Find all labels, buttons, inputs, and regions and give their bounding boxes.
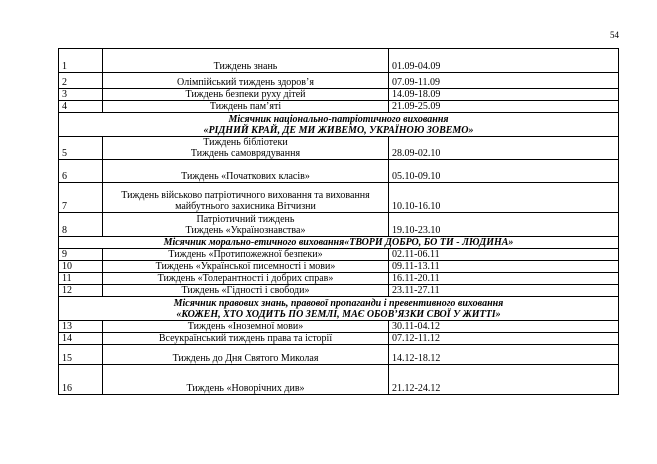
row-number: 5 <box>59 137 103 160</box>
table-row <box>59 137 619 160</box>
table-row <box>59 101 619 113</box>
row-number: 6 <box>59 160 103 183</box>
section-title <box>59 297 619 321</box>
event-name <box>103 249 389 261</box>
event-dates: 21.12-24.12 <box>389 365 619 395</box>
section-header-row <box>59 113 619 137</box>
event-name-line: майбутнього захисника Вітчизни <box>175 201 316 212</box>
row-number: 8 <box>59 213 103 237</box>
event-name-line: Тиждень знань <box>213 61 278 72</box>
event-name <box>103 101 389 113</box>
row-number: 10 <box>59 261 103 273</box>
row-number: 3 <box>59 89 103 101</box>
row-number: 13 <box>59 321 103 333</box>
row-number: 4 <box>59 101 103 113</box>
event-dates: 07.12-11.12 <box>389 333 619 345</box>
schedule-table <box>58 48 619 395</box>
table-row <box>59 261 619 273</box>
table-row <box>59 285 619 297</box>
table-row <box>59 49 619 73</box>
event-name <box>103 333 389 345</box>
table-row <box>59 273 619 285</box>
event-dates: 16.11-20.11 <box>389 273 619 285</box>
section-title-line: «КОЖЕН, ХТО ХОДИТЬ ПО ЗЕМЛІ, МАЄ ОБОВ’ЯЗКИ СВОЇ У ЖИТТІ» <box>176 308 501 320</box>
row-number: 14 <box>59 333 103 345</box>
section-title-line: «РІДНИЙ КРАЙ, ДЕ МИ ЖИВЕМО, УКРАЇНОЮ ЗОВЕМО» <box>203 124 474 136</box>
event-name-line: Тиждень бібліотеки <box>203 137 288 148</box>
event-name <box>103 285 389 297</box>
event-dates: 23.11-27.11 <box>389 285 619 297</box>
event-dates: 09.11-13.11 <box>389 261 619 273</box>
event-name <box>103 321 389 333</box>
event-dates: 07.09-11.09 <box>389 73 619 89</box>
table-row <box>59 345 619 365</box>
event-name-line: Тиждень «Українознавства» <box>185 225 306 236</box>
section-title-line: Місячник правових знань, правової пропаганди і превентивного виховання <box>173 297 504 309</box>
event-name <box>103 160 389 183</box>
event-name-line: Тиждень «Української писемності і мови» <box>155 261 336 272</box>
event-dates: 28.09-02.10 <box>389 137 619 160</box>
event-name-line: Тиждень самоврядування <box>190 148 301 159</box>
event-name <box>103 137 389 160</box>
row-number: 2 <box>59 73 103 89</box>
event-name-line: Тиждень «Протипожежної безпеки» <box>168 249 323 260</box>
row-number: 16 <box>59 365 103 395</box>
row-number: 9 <box>59 249 103 261</box>
event-dates: 19.10-23.10 <box>389 213 619 237</box>
event-name-line: Тиждень «Толерантності і добрих справ» <box>157 273 334 284</box>
section-title-line: Місячник морально-етичного виховання«ТВОРИ ДОБРО, БО ТИ - ЛЮДИНА» <box>163 237 514 248</box>
row-number: 7 <box>59 183 103 213</box>
event-name-line: Тиждень військово патріотичного виховання та виховання <box>121 190 370 201</box>
event-name <box>103 89 389 101</box>
event-name <box>103 273 389 285</box>
event-dates: 02.11-06.11 <box>389 249 619 261</box>
section-header-row <box>59 237 619 249</box>
event-dates: 10.10-16.10 <box>389 183 619 213</box>
event-dates: 14.09-18.09 <box>389 89 619 101</box>
table-row <box>59 333 619 345</box>
event-dates: 30.11-04.12 <box>389 321 619 333</box>
table-row <box>59 321 619 333</box>
event-name-line: Тиждень «Іноземної мови» <box>187 321 304 332</box>
section-header-row <box>59 297 619 321</box>
schedule-body <box>59 49 619 395</box>
event-dates: 05.10-09.10 <box>389 160 619 183</box>
event-dates: 01.09-04.09 <box>389 49 619 73</box>
event-name-line: Патріотичний тиждень <box>196 214 295 225</box>
event-name <box>103 345 389 365</box>
row-number: 1 <box>59 49 103 73</box>
event-name <box>103 213 389 237</box>
table-row <box>59 73 619 89</box>
event-name-line: Тиждень безпеки руху дітей <box>185 89 306 100</box>
table-row <box>59 365 619 395</box>
table-row <box>59 249 619 261</box>
event-name-line: Олімпійський тиждень здоров’я <box>177 77 314 88</box>
section-title-line: Місячник національно-патріотичного виховання <box>228 113 449 125</box>
table-row <box>59 160 619 183</box>
row-number: 12 <box>59 285 103 297</box>
event-name-line: Тиждень до Дня Святого Миколая <box>172 353 319 364</box>
event-name <box>103 73 389 89</box>
table-row <box>59 183 619 213</box>
section-title <box>59 237 619 249</box>
table-row <box>59 89 619 101</box>
event-name <box>103 183 389 213</box>
event-dates: 21.09-25.09 <box>389 101 619 113</box>
event-name <box>103 261 389 273</box>
event-name <box>103 365 389 395</box>
event-name-line: Тиждень пам’яті <box>209 101 282 112</box>
page-number: 54 <box>610 30 619 40</box>
row-number: 15 <box>59 345 103 365</box>
row-number: 11 <box>59 273 103 285</box>
event-dates: 14.12-18.12 <box>389 345 619 365</box>
section-title <box>59 113 619 137</box>
table-row <box>59 213 619 237</box>
event-name <box>103 49 389 73</box>
event-name-line: Всеукраїнський тиждень права та історії <box>158 333 333 344</box>
event-name-line: Тиждень «Гідності і свободи» <box>181 285 310 296</box>
event-name-line: Тиждень «Новорічних див» <box>186 383 305 394</box>
event-name-line: Тиждень «Початкових класів» <box>181 171 310 182</box>
